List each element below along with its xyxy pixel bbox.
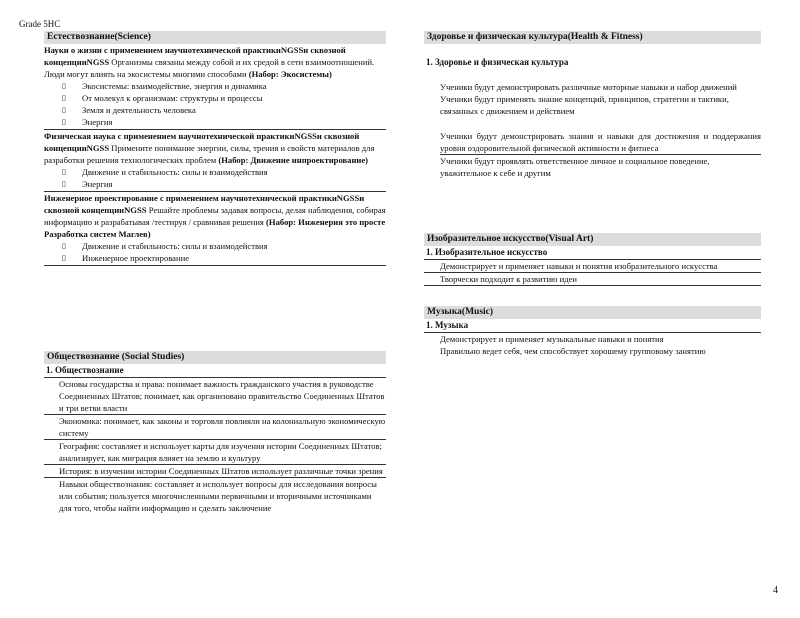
- list-item: Творчески подходит к развитию идеи: [424, 273, 761, 286]
- science-block-engineering: [44, 192, 386, 266]
- science-block-heading: Науки о жизни с применением научнотехнической практикиNGSSи сквозной концепцииNGSS: [44, 45, 346, 67]
- list-item: ▯ Инженерное проектирование: [44, 252, 386, 264]
- science-block-heading: Физическая наука с применением научнотехнической практикиNGSSи сквозной концепцииNGSS: [44, 131, 360, 153]
- list-item: Демонстрирует и применяет музыкальные навыки и понятия: [440, 334, 664, 344]
- social-paragraph: Экономика: понимает, как законы и торговля повлияли на колониальную экономическую систему: [44, 415, 386, 440]
- health-section: [424, 31, 761, 179]
- music-section: [424, 306, 761, 357]
- music-title: Музыка(Music): [424, 306, 761, 319]
- science-section: [44, 31, 386, 266]
- science-block-heading: Инженерное проектирование с применением научнотехнической практикиNGSSи сквозной концепцииNGSS: [44, 193, 365, 215]
- page-number: 4: [773, 585, 778, 596]
- science-block-life: [44, 44, 386, 130]
- social-paragraph: Основы государства и права: понимает важность гражданского участия в руководстве Соединенных Штатов; понимает, как организовано правительство Соединенных Штатов и три ветви власти: [44, 378, 386, 415]
- social-subtitle: 1. Обществознание: [44, 364, 386, 378]
- art-subtitle: 1. Изобразительное искусство: [424, 246, 761, 260]
- science-block-text: Организмы связаны между собой и их средой в сети взаимоотношений. Люди могут влиять на экосистемы многими способами: [44, 57, 375, 79]
- health-paragraph: Ученики будут демонстрировать знания и навыки для достижения и поддержания уровня оздоровительной физической активности и фитнеса: [440, 130, 761, 153]
- science-block-set: (Набор: Движение инпроектирование): [218, 155, 369, 165]
- list-item: ▯ Земля и деятельность человека: [44, 104, 386, 116]
- science-block-set: (Набор: Экосистемы): [248, 69, 332, 79]
- health-paragraph: Ученики будут демонстрировать различные моторные навыки и набор движений: [440, 81, 737, 92]
- list-item: ▯ Энергия: [44, 116, 386, 128]
- list-item: ▯ Энергия: [44, 178, 386, 190]
- list-item: ▯ Экосистемы: взаимодействие, энергия и динамика: [44, 80, 386, 92]
- social-title: Обществознание (Social Studies): [44, 351, 386, 364]
- social-paragraph: Навыки обществознания: составляет и использует вопросы для исследования вопросы или события; пользуется многочисленными первичными и вторичными источниками для того, чтобы найти информацию и сделать заключение: [59, 479, 377, 513]
- grade-label: Grade 5НС: [19, 19, 61, 29]
- art-title: Изобразительное искусство(Visual Art): [424, 233, 761, 246]
- list-item: ▯ Движение и стабильность: силы и взаимодействия: [44, 166, 386, 178]
- health-paragraph: Ученики будут применять знание концепций, принципов, стратегии и тактики, связанных с движением и действием: [440, 93, 729, 116]
- list-item: Демонстрирует и применяет навыки и понятия изобразительного искусства: [424, 260, 761, 273]
- social-paragraph: История: в изучении истории Соединенных Штатов использует различные точки зрения: [44, 465, 386, 478]
- social-section: [44, 351, 386, 514]
- art-section: [424, 233, 761, 286]
- list-item: ▯ Движение и стабильность: силы и взаимодействия: [44, 240, 386, 252]
- science-title: Естествознание(Science): [44, 31, 386, 44]
- science-block-text: Примените понимание энергии, силы, трения и свойств материалов для разработки решения технологических проблем: [44, 143, 375, 165]
- social-paragraph: География: составляет и использует карты для изучения истории Соединенных Штатов; анализирует, как миграция влияет на землю и культуру: [44, 440, 386, 465]
- science-block-text: Решайте проблемы задавая вопросы, делая наблюдения, собирая информацию и разрабатывая /тестируя / сравнивая решения: [44, 205, 386, 227]
- science-block-set: (Набор: Инженерия это просте Разработка систем Маглев): [44, 217, 386, 239]
- health-subtitle: 1. Здоровье и физическая культура: [426, 57, 569, 67]
- health-paragraph: Ученики будут проявлять ответственное личное и социальное поведение, уважительное к себе и другим: [440, 155, 710, 178]
- health-title: Здоровье и физическая культура(Health & Fitness): [424, 31, 761, 44]
- science-block-physical: [44, 130, 386, 192]
- music-subtitle: 1. Музыка: [424, 319, 761, 333]
- list-item: Правильно ведет себя, чем способствует хорошему групповому занятию: [440, 346, 706, 356]
- list-item: ▯ От молекул к организмам: структуры и процессы: [44, 92, 386, 104]
